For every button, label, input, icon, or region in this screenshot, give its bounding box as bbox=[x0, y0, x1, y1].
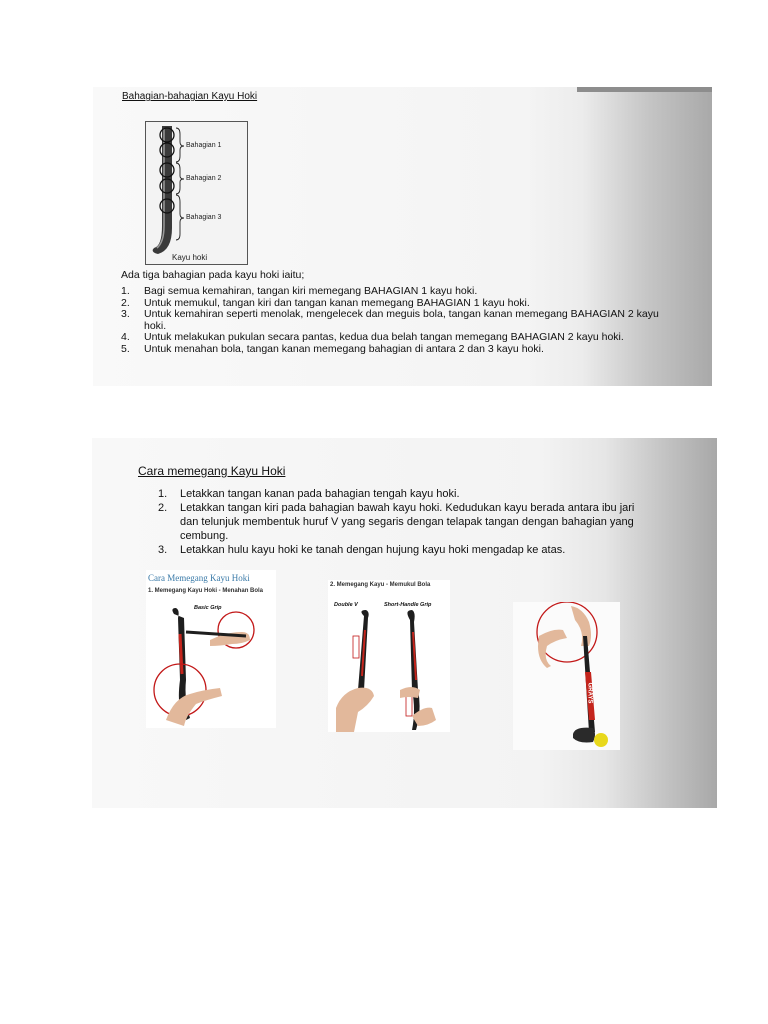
slide-top-bar bbox=[577, 87, 712, 92]
list-item-number: 1. bbox=[158, 488, 168, 500]
list-item-text: Letakkan hulu kayu hoki ke tanah dengan hujung kayu hoki mengadap ke atas. bbox=[180, 544, 566, 556]
list-item-number: 2. bbox=[158, 502, 168, 514]
reverse-stick-picture bbox=[513, 602, 620, 750]
list-item-number: 4. bbox=[121, 331, 130, 343]
picture2-subtitle: 2. Memegang Kayu - Memukul Bola bbox=[330, 582, 431, 588]
slide-holding-stick bbox=[92, 438, 717, 808]
basic-grip-drawing bbox=[146, 570, 276, 728]
list-item bbox=[121, 286, 681, 298]
list-item-text: Bagi semua kemahiran, tangan kiri memegang BAHAGIAN 1 kayu hoki. bbox=[144, 285, 478, 297]
slide-parts-of-stick bbox=[93, 87, 712, 386]
diagram-label-part2: Bahagian 2 bbox=[186, 175, 222, 182]
list-item-text: Untuk memukul, tangan kiri dan tangan kanan memegang BAHAGIAN 1 kayu hoki. bbox=[144, 296, 530, 309]
reverse-stick-drawing bbox=[513, 602, 620, 750]
list-item-number: 3. bbox=[158, 544, 168, 556]
slide1-list bbox=[121, 286, 681, 355]
hockey-stick-diagram bbox=[145, 121, 248, 265]
picture1-subtitle: 1. Memegang Kayu Hoki - Menahan Bola bbox=[148, 588, 264, 594]
list-item-number: 2. bbox=[121, 296, 130, 309]
list-item-number: 5. bbox=[121, 342, 130, 355]
list-item bbox=[121, 332, 681, 344]
slide1-title: Bahagian-bahagian Kayu Hoki bbox=[122, 91, 258, 102]
hitting-grip-picture bbox=[328, 580, 450, 732]
list-item-text: Untuk menahan bola, tangan kanan memegang bahagian di antara 2 dan 3 kayu hoki. bbox=[144, 342, 544, 355]
diagram-label-part3: Bahagian 3 bbox=[186, 214, 222, 221]
list-item-text: Untuk kemahiran seperti menolak, mengelecek dan meguis bola, tangan kanan memegang BAHAGIAN 2 kayu hoki. bbox=[144, 308, 659, 332]
slide2-title: Cara memegang Kayu Hoki bbox=[138, 464, 286, 478]
list-item-text: Letakkan tangan kiri pada bahagian bawah kayu hoki. Kedudukan kayu berada antara ibu jari dan telunjuk membentuk huruf V yang segaris dengan telapak tangan dengan bahagian yang cembung. bbox=[180, 502, 635, 542]
stick-brand-text: GRAYS bbox=[586, 682, 593, 704]
list-item bbox=[158, 501, 648, 543]
slide2-list bbox=[158, 487, 648, 557]
list-item-text: Letakkan tangan kanan pada bahagian tengah kayu hoki. bbox=[180, 488, 460, 500]
list-item-number: 3. bbox=[121, 308, 130, 320]
picture1-title: Cara Memegang Kayu Hoki bbox=[148, 573, 250, 583]
slide1-intro: Ada tiga bahagian pada kayu hoki iaitu; bbox=[121, 269, 305, 281]
diagram-caption: Kayu hoki bbox=[172, 253, 208, 262]
list-item-text: Untuk melakukan pukulan secara pantas, kedua dua belah tangan memegang BAHAGIAN 2 kayu hoki. bbox=[144, 331, 624, 343]
list-item bbox=[158, 487, 648, 501]
double-v-label: Double V bbox=[334, 602, 358, 608]
list-item bbox=[121, 344, 681, 356]
list-item bbox=[121, 309, 681, 332]
list-item-number: 1. bbox=[121, 285, 130, 297]
list-item bbox=[158, 543, 648, 557]
basic-grip-picture bbox=[146, 570, 276, 728]
hitting-grip-drawing bbox=[328, 580, 450, 732]
short-handle-grip-label: Short-Handle Grip bbox=[384, 602, 432, 608]
diagram-label-part1: Bahagian 1 bbox=[186, 142, 222, 149]
basic-grip-label: Basic Grip bbox=[194, 605, 222, 611]
